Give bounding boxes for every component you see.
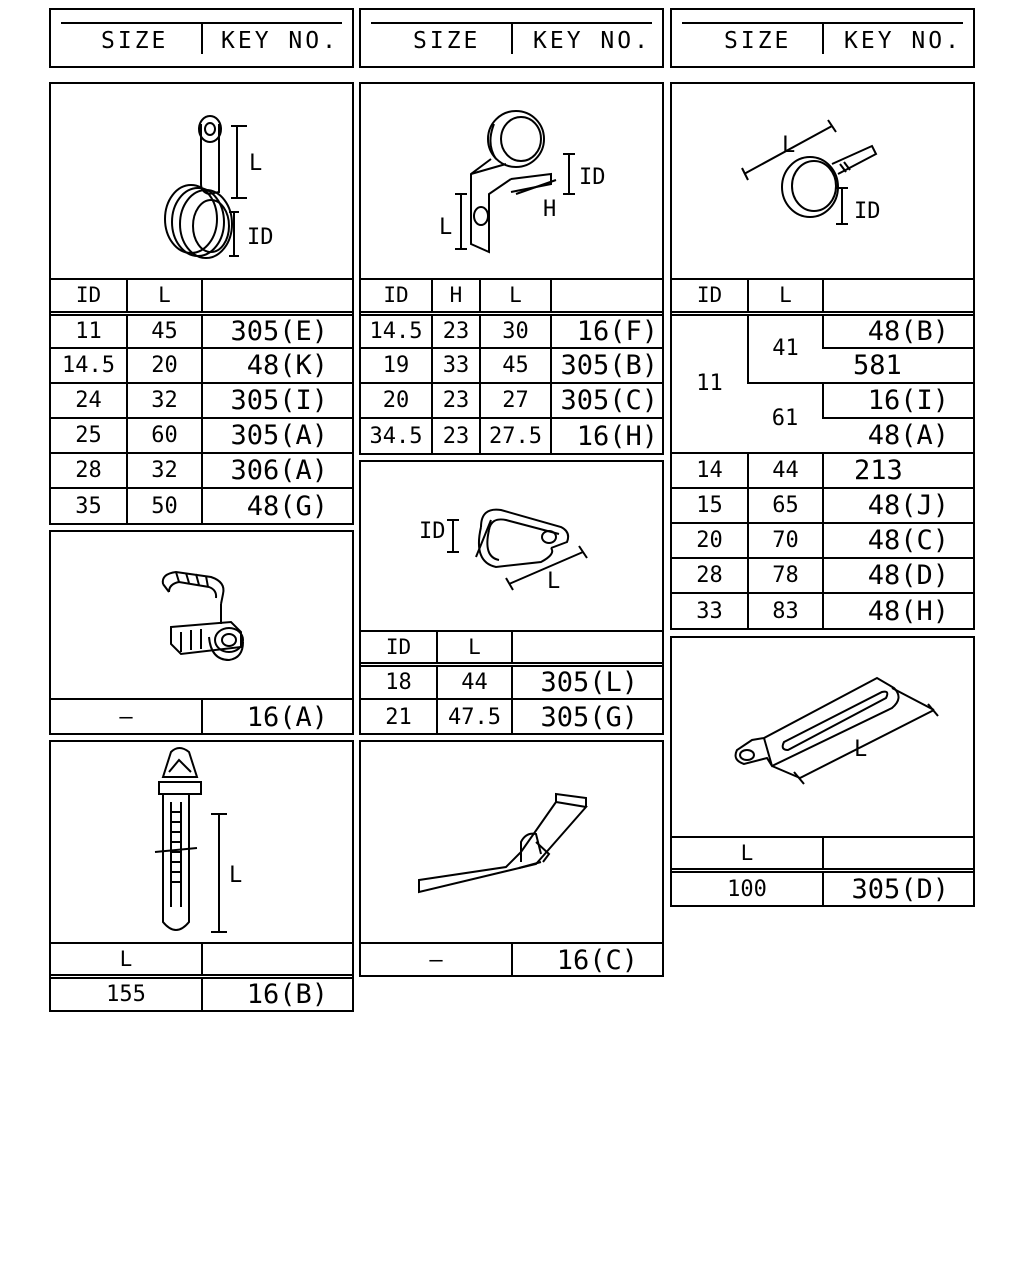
cell-h: 33 <box>432 348 480 383</box>
cell-key[interactable]: 306(A) <box>202 453 352 488</box>
cell-l: 44 <box>748 453 823 488</box>
cell-id: 18 <box>361 664 437 699</box>
cell-l: 32 <box>127 453 202 488</box>
header-key-no: KEY NO. <box>533 28 651 54</box>
cable-tie-table <box>51 942 352 1011</box>
table-row <box>672 453 973 488</box>
cell-id: 25 <box>51 418 127 453</box>
cell-key[interactable]: 305(L) <box>512 664 662 699</box>
table-row <box>51 383 352 418</box>
dim-id-label: ID <box>579 165 606 190</box>
cell-l: 65 <box>748 488 823 523</box>
col-key <box>551 279 662 313</box>
header-col-1 <box>49 8 354 68</box>
cell-id: 11 <box>672 313 748 453</box>
cell-id: 35 <box>51 488 127 523</box>
cell-key[interactable]: 305(I) <box>202 383 352 418</box>
table-row <box>51 418 352 453</box>
col-key <box>202 943 352 976</box>
cell-l: 83 <box>748 593 823 628</box>
flat-clip-drawing <box>361 742 662 942</box>
cell-key[interactable]: 305(A) <box>202 418 352 453</box>
table-row <box>51 976 352 1011</box>
cell-l: 44 <box>437 664 512 699</box>
cell-l: 60 <box>127 418 202 453</box>
snap-clip-drawing <box>51 532 352 698</box>
cell-l: 20 <box>127 348 202 383</box>
slotted-strap-table <box>672 836 973 906</box>
table-row <box>361 348 662 383</box>
panel-slotted-strap <box>670 636 975 907</box>
col-l: L <box>748 279 823 313</box>
col-id: ID <box>672 279 748 313</box>
cell-l: 70 <box>748 523 823 558</box>
table-row <box>51 699 352 734</box>
cell-l: 100 <box>672 870 823 906</box>
band-clamp-drawing <box>672 84 973 278</box>
cell-size: — <box>51 699 202 734</box>
cell-h: 23 <box>432 383 480 418</box>
header-size: SIZE <box>724 28 792 54</box>
bracket-clamp-table <box>361 278 662 453</box>
cell-key[interactable]: 16(F) <box>551 313 662 348</box>
cell-l: 27 <box>480 383 551 418</box>
cell-key[interactable]: 48(C) <box>823 523 973 558</box>
p-clamp-drawing <box>51 84 352 278</box>
cell-l: 27.5 <box>480 418 551 453</box>
dim-h-label: H <box>543 197 557 222</box>
cell-id: 19 <box>361 348 432 383</box>
panel-loop-clamp <box>359 460 664 735</box>
col-l: L <box>672 837 823 870</box>
cell-key[interactable]: 305(E) <box>202 313 352 348</box>
cell-id: 24 <box>51 383 127 418</box>
cell-l: 32 <box>127 383 202 418</box>
cell-id: 21 <box>361 699 437 734</box>
col-key <box>823 837 973 870</box>
p-clamp-table <box>51 278 352 523</box>
table-row <box>361 418 662 453</box>
panel-bracket-clamp <box>359 82 664 455</box>
cell-key[interactable]: 48(A) <box>823 418 973 453</box>
col-key <box>202 279 352 313</box>
table-header-row <box>672 837 973 870</box>
cell-l: 50 <box>127 488 202 523</box>
table-row <box>361 664 662 699</box>
col-l: L <box>480 279 551 313</box>
cell-h: 23 <box>432 418 480 453</box>
cell-key[interactable]: 16(I) <box>823 383 973 418</box>
table-header-row <box>51 943 352 976</box>
col-h: H <box>432 279 480 313</box>
table-row <box>672 523 973 558</box>
cell-key[interactable]: 16(C) <box>512 943 662 976</box>
table-header-row <box>51 279 352 313</box>
cell-key[interactable]: 305(B) <box>551 348 662 383</box>
dim-l-label: L <box>547 569 561 594</box>
table-header-row <box>361 279 662 313</box>
cell-key[interactable]: 16(A) <box>202 699 352 734</box>
panel-flat-clip <box>359 740 664 977</box>
table-row <box>672 558 973 593</box>
cell-id: 11 <box>51 313 127 348</box>
slotted-strap-drawing <box>672 638 973 836</box>
cell-key[interactable]: 48(J) <box>823 488 973 523</box>
cell-key[interactable]: 48(G) <box>202 488 352 523</box>
cell-key[interactable]: 48(K) <box>202 348 352 383</box>
dim-l-label: L <box>249 151 263 176</box>
cell-id: 20 <box>361 383 432 418</box>
table-header-row <box>672 279 973 313</box>
cell-id: 33 <box>672 593 748 628</box>
cell-key[interactable]: 581 <box>823 348 973 383</box>
loop-clamp-drawing <box>361 462 662 630</box>
header-key-no: KEY NO. <box>221 28 339 54</box>
cell-l: 41 <box>748 313 823 383</box>
dim-l-label: L <box>229 863 243 888</box>
cell-key[interactable]: 48(H) <box>823 593 973 628</box>
cell-id: 14.5 <box>51 348 127 383</box>
panel-band-clamp <box>670 82 975 630</box>
table-row <box>51 453 352 488</box>
header-size: SIZE <box>101 28 169 54</box>
table-row <box>51 348 352 383</box>
cell-id: 20 <box>672 523 748 558</box>
cell-l: 155 <box>51 976 202 1011</box>
cell-l: 47.5 <box>437 699 512 734</box>
cell-id: 14 <box>672 453 748 488</box>
dim-l-label: L <box>782 133 796 158</box>
col-l: L <box>127 279 202 313</box>
col-l: L <box>51 943 202 976</box>
cell-l: 45 <box>480 348 551 383</box>
cell-key[interactable]: 213 <box>823 453 973 488</box>
band-clamp-table <box>672 278 973 628</box>
table-row <box>672 870 973 906</box>
panel-snap-clip <box>49 530 354 735</box>
header-size: SIZE <box>413 28 481 54</box>
table-row <box>361 943 662 976</box>
table-row <box>672 313 973 348</box>
cell-key[interactable]: 48(D) <box>823 558 973 593</box>
table-header-row <box>361 631 662 664</box>
table-row <box>361 699 662 734</box>
panel-cable-tie <box>49 740 354 1012</box>
col-key <box>512 631 662 664</box>
cell-id: 34.5 <box>361 418 432 453</box>
col-id: ID <box>361 631 437 664</box>
dim-l-label: L <box>439 215 453 240</box>
cell-id: 14.5 <box>361 313 432 348</box>
cell-size: — <box>361 943 512 976</box>
table-row <box>672 593 973 628</box>
cell-l: 61 <box>748 383 823 453</box>
flat-clip-table <box>361 942 662 976</box>
cell-key[interactable]: 305(C) <box>551 383 662 418</box>
header-separator <box>201 24 203 54</box>
col-id: ID <box>51 279 127 313</box>
bracket-clamp-drawing <box>361 84 662 278</box>
header-col-3 <box>670 8 975 68</box>
cell-key[interactable]: 16(B) <box>202 976 352 1011</box>
col-id: ID <box>361 279 432 313</box>
cell-l: 30 <box>480 313 551 348</box>
dim-id-label: ID <box>419 519 446 544</box>
cell-key[interactable]: 48(B) <box>823 313 973 348</box>
dim-id-label: ID <box>854 199 881 224</box>
table-row <box>361 313 662 348</box>
col-key <box>823 279 973 313</box>
header-separator <box>511 24 513 54</box>
snap-clip-table <box>51 698 352 734</box>
cell-key[interactable]: 16(H) <box>551 418 662 453</box>
cell-key[interactable]: 305(G) <box>512 699 662 734</box>
dim-l-label: L <box>854 737 868 762</box>
header-key-no: KEY NO. <box>844 28 962 54</box>
cable-tie-drawing <box>51 742 352 942</box>
cell-h: 23 <box>432 313 480 348</box>
cell-id: 28 <box>672 558 748 593</box>
table-row <box>672 488 973 523</box>
table-row <box>51 488 352 523</box>
table-row <box>361 383 662 418</box>
cell-id: 15 <box>672 488 748 523</box>
cell-l: 45 <box>127 313 202 348</box>
cell-id: 28 <box>51 453 127 488</box>
header-col-2 <box>359 8 664 68</box>
panel-p-clamp <box>49 82 354 525</box>
col-l: L <box>437 631 512 664</box>
dim-id-label: ID <box>247 225 274 250</box>
cell-key[interactable]: 305(D) <box>823 870 973 906</box>
header-separator <box>822 24 824 54</box>
table-row <box>51 313 352 348</box>
loop-clamp-table <box>361 630 662 734</box>
cell-l: 78 <box>748 558 823 593</box>
